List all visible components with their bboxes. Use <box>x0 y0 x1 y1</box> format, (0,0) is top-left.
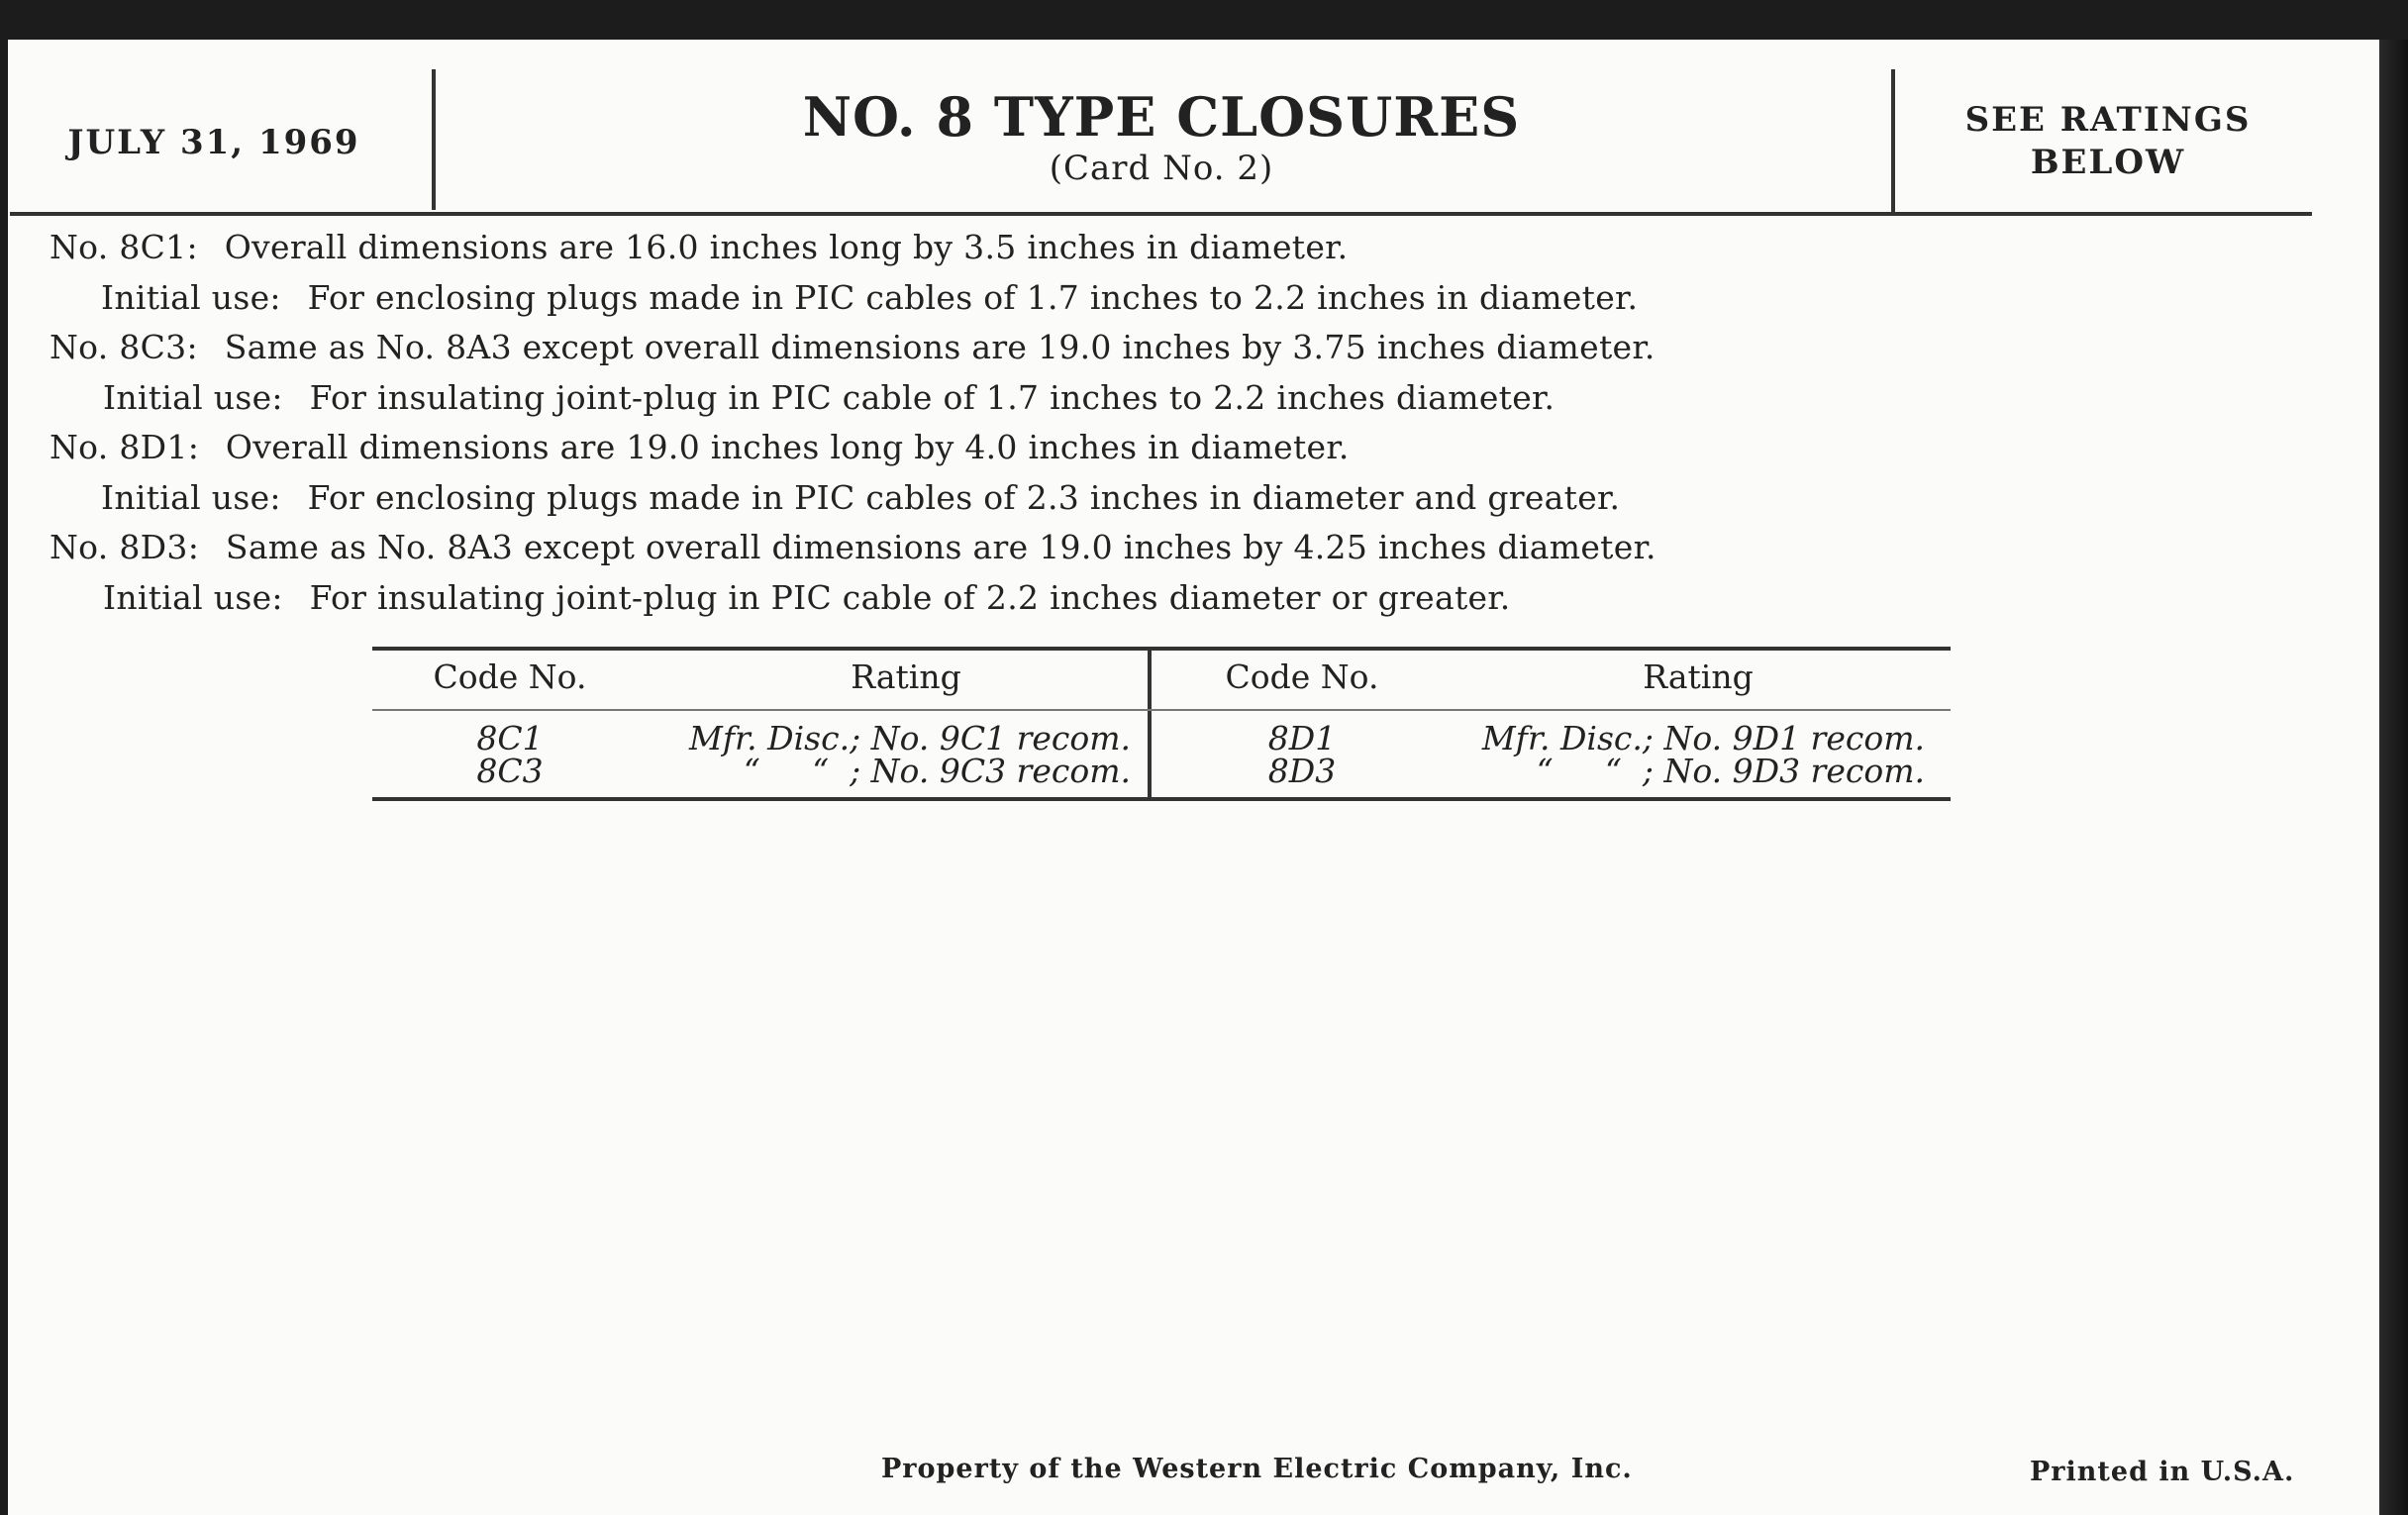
entry-8c1-use <box>101 278 1638 317</box>
table-center-divider <box>1148 647 1152 801</box>
entry-text: Overall dimensions are 16.0 inches long by 3.5 inches in diameter. <box>224 228 1349 266</box>
entry-text: For enclosing plugs made in PIC cables of 1.7 inches to 2.2 inches in diameter. <box>307 278 1639 317</box>
card-date: JULY 31, 1969 <box>67 123 360 162</box>
entry-label: Initial use: <box>101 478 281 517</box>
ratings-note-line1: SEE RATINGS <box>1964 100 2252 140</box>
ratings-note <box>1895 99 2321 184</box>
table-header-code-left: Code No. <box>433 657 587 696</box>
entry-label: No. 8C3: <box>50 328 198 366</box>
table-top-rule <box>372 647 1951 651</box>
table-row-code: 8D1 <box>1267 719 1337 758</box>
entry-label: No. 8D3: <box>50 528 200 566</box>
table-row-rating: Mfr. Disc.; No. 9D1 recom. <box>1481 719 1925 758</box>
ratings-note-line2: BELOW <box>2030 143 2186 182</box>
entry-label: No. 8C1: <box>50 228 198 266</box>
table-row-code: 8C1 <box>476 719 544 758</box>
footer-printed: Printed in U.S.A. <box>2030 1457 2295 1487</box>
table-row-rating: Mfr. Disc.; No. 9C1 recom. <box>689 719 1131 758</box>
table-row-rating: “ “ ; No. 9C3 recom. <box>743 752 1131 790</box>
header-rule <box>10 212 2312 216</box>
entry-8d1-use <box>101 478 1620 517</box>
entry-text: Same as No. 8A3 except overall dimensions are 19.0 inches by 4.25 inches diameter. <box>225 528 1656 566</box>
entry-text: For insulating joint-plug in PIC cable of 1.7 inches to 2.2 inches diameter. <box>309 378 1555 417</box>
entry-text: Same as No. 8A3 except overall dimensions are 19.0 inches by 3.75 inches diameter. <box>224 328 1656 366</box>
entry-8c3 <box>50 328 1656 366</box>
entry-8d3 <box>50 528 1656 566</box>
page-title: NO. 8 TYPE CLOSURES <box>802 85 1521 149</box>
page-subtitle: (Card No. 2) <box>1049 149 1274 188</box>
table-row-code: 8D3 <box>1267 752 1337 790</box>
entry-8c3-use <box>103 378 1555 417</box>
footer-property: Property of the Western Electric Company, Inc. <box>881 1454 1633 1484</box>
entry-text: For insulating joint-plug in PIC cable of 2.2 inches diameter or greater. <box>309 578 1511 617</box>
table-header-code-right: Code No. <box>1225 657 1379 696</box>
table-header-rating-left: Rating <box>851 657 961 696</box>
entry-text: For enclosing plugs made in PIC cables of 2.3 inches in diameter and greater. <box>307 478 1621 517</box>
entry-label: Initial use: <box>101 278 281 317</box>
entry-label: No. 8D1: <box>50 428 200 466</box>
table-bottom-rule <box>372 797 1951 801</box>
table-header-rule <box>372 709 1951 711</box>
entry-text: Overall dimensions are 19.0 inches long by 4.0 inches in diameter. <box>225 428 1350 466</box>
table-row-code: 8C3 <box>476 752 544 790</box>
table-header-rating-right: Rating <box>1643 657 1754 696</box>
entry-label: Initial use: <box>103 578 283 617</box>
entry-label: Initial use: <box>103 378 283 417</box>
entry-8c1 <box>50 228 1348 266</box>
table-row-rating: “ “ ; No. 9D3 recom. <box>1536 752 1925 790</box>
entry-8d3-use <box>103 578 1511 617</box>
scan-edge-shadow <box>2379 40 2408 1515</box>
entry-8d1 <box>50 428 1350 466</box>
